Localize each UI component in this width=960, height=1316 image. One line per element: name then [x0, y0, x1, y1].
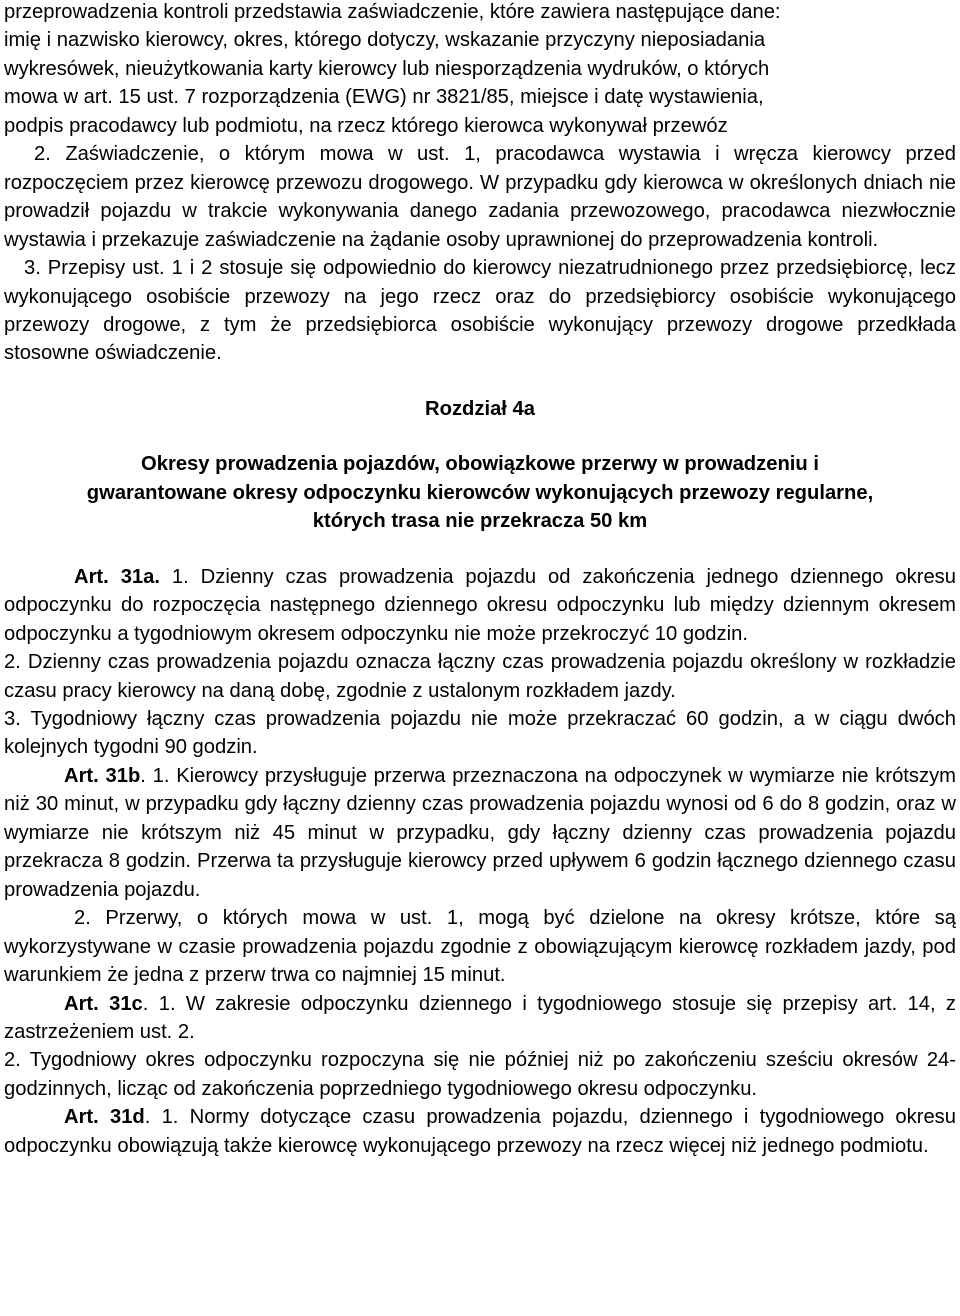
- article-label: Art. 31b: [64, 764, 141, 787]
- text-line: przeprowadzenia kontroli przedstawia zaświadczenie, które zawiera następujące dane:: [4, 1, 781, 23]
- chapter-heading: Rozdział 4a: [425, 397, 535, 420]
- art-31b-paragraph-2: 2. Przerwy, o których mowa w ust. 1, mogą być dzielone na okresy krótsze, które są wykorzystywane w czasie prowadzenia pojazdu zgodnie z obowiązującym kierowcę rozkładem jazdy, pod warunkiem że jedna z przerw trwa co najmniej 15 minut.: [4, 907, 956, 987]
- article-text: . 1. Normy dotyczące czasu prowadzenia pojazdu, dziennego i tygodniowego okresu odpoczynku obowiązują także kierowcę wykonującego przewozy na rzecz więcej niż jednego podmiotu.: [4, 1106, 956, 1157]
- art-31c-paragraph-1: [4, 990, 956, 1047]
- article-text: . 1. Kierowcy przysługuje przerwa przeznaczona na odpoczynek w wymiarze nie krótszym niż 30 minut, w przypadku gdy łączny dzienny czas prowadzenia pojazdu wynosi od 6 do 8 godzin, oraz w wymiarze nie krótszym niż 45 minut w przypadku, gdy łączny dzienny czas prowadzenia pojazdu przekracza 8 godzin. Przerwa ta przysługuje kierowcy przed upływem 6 godzin łącznego dziennego czasu prowadzenia pojazdu.: [4, 764, 956, 901]
- art-31a-paragraph-2: 2. Dzienny czas prowadzenia pojazdu oznacza łączny czas prowadzenia pojazdu określony w rozkładzie czasu pracy kierowcy na daną dobę, zgodnie z ustalonym rozkładem jazdy.: [4, 651, 956, 702]
- text-line: imię i nazwisko kierowcy, okres, którego dotyczy, wskazanie przyczyny nieposiadania: [4, 29, 766, 52]
- chapter-title-line: Okresy prowadzenia pojazdów, obowiązkowe przerwy w prowadzeniu i: [141, 453, 819, 476]
- art-31a-paragraph-3: 3. Tygodniowy łączny czas prowadzenia pojazdu nie może przekraczać 60 godzin, a w ciągu dwóch kolejnych tygodni 90 godzin.: [4, 707, 956, 759]
- chapter-title-line: których trasa nie przekracza 50 km: [312, 510, 648, 533]
- intro-paragraph-1: [4, 0, 956, 140]
- article-label: Art. 31a.: [74, 565, 160, 588]
- intro-paragraph-3: 3. Przepisy ust. 1 i 2 stosuje się odpowiednio do kierowcy niezatrudnionego przez przedsiębiorcę, lecz wykonującego osobiście przewozy na jego rzecz oraz do przedsiębiorcy osobiście wykonującego przewozy drogowe, z tym że przedsiębiorca osobiście wykonujący przewozy drogowe przedkłada stosowne oświadczenie.: [4, 257, 956, 365]
- art-31d-paragraph-1: [4, 1103, 956, 1160]
- text-line: wykresówek, nieużytkowania karty kierowcy lub niesporządzenia wydruków, o których: [4, 57, 770, 80]
- article-text: . 1. W zakresie odpoczynku dziennego i tygodniowego stosuje się przepisy art. 14, z zastrzeżeniem ust. 2.: [4, 992, 956, 1043]
- intro-paragraph-2: 2. Zaświadczenie, o którym mowa w ust. 1, pracodawca wystawia i wręcza kierowcy przed rozpoczęciem przez kierowcę przewozu drogowego. W przypadku gdy kierowca w określonych dniach nie prowadził pojazdu w trakcie wykonywania danego zadania przewozowego, pracodawca niezwłocznie wystawia i przekazuje zaświadczenie na żądanie osoby uprawnionej do przeprowadzenia kontroli.: [4, 143, 956, 251]
- article-label: Art. 31c: [64, 992, 143, 1015]
- chapter-title: [4, 450, 956, 535]
- art-31a-paragraph-1: [4, 563, 956, 648]
- art-31b-paragraph-1: [4, 762, 956, 904]
- art-31c-paragraph-2: 2. Tygodniowy okres odpoczynku rozpoczyna się nie później niż po zakończeniu sześciu okresów 24-godzinnych, licząc od zakończenia poprzedniego tygodniowego okresu odpoczynku.: [4, 1049, 956, 1100]
- document-page: [4, 0, 956, 1160]
- text-line: mowa w art. 15 ust. 7 rozporządzenia (EWG) nr 3821/85, miejsce i datę wystawienia,: [4, 86, 764, 109]
- chapter-title-line: gwarantowane okresy odpoczynku kierowców wykonujących przewozy regularne,: [86, 481, 874, 504]
- article-text: 1. Dzienny czas prowadzenia pojazdu od zakończenia jednego dziennego okresu odpoczynku do rozpoczęcia następnego dziennego okresu odpoczynku lub między dziennym okresem odpoczynku a tygodniowym okresem odpoczynku nie może przekroczyć 10 godzin.: [4, 565, 956, 645]
- article-label: Art. 31d: [64, 1106, 145, 1129]
- text-line: podpis pracodawcy lub podmiotu, na rzecz którego kierowca wykonywał przewóz: [4, 114, 728, 137]
